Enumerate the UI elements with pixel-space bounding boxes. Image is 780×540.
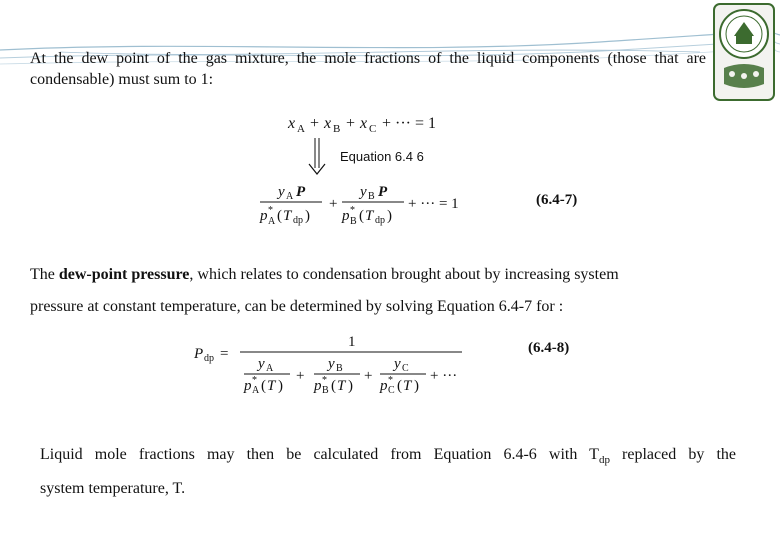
svg-text:dp: dp bbox=[293, 215, 303, 226]
svg-text:+: + bbox=[329, 196, 338, 212]
svg-text:1: 1 bbox=[348, 334, 356, 350]
svg-text:A: A bbox=[268, 216, 276, 227]
equation-6-4-8 bbox=[188, 330, 578, 398]
text-segment: replaced by the bbox=[609, 446, 736, 463]
intro-paragraph: At the dew point of the gas mixture, the mole fractions of the liquid components (those that are condensable) must sum to 1: bbox=[30, 50, 706, 88]
svg-text:): ) bbox=[348, 378, 353, 394]
equation-number: (6.4-8) bbox=[528, 340, 570, 356]
svg-text:x: x bbox=[324, 115, 332, 132]
dew-point-paragraph-line2: pressure at constant temperature, can be determined by solving Equation 6.4-7 for : bbox=[30, 298, 564, 315]
svg-text:p: p bbox=[314, 378, 322, 394]
svg-text:): ) bbox=[305, 208, 310, 224]
equation-number: (6.4-7) bbox=[536, 192, 578, 208]
svg-text:B: B bbox=[333, 123, 341, 135]
svg-text:): ) bbox=[387, 208, 392, 224]
svg-text:(: ( bbox=[277, 208, 282, 224]
svg-text:y: y bbox=[360, 184, 367, 200]
svg-text:+: + bbox=[310, 115, 320, 132]
svg-text:T: T bbox=[403, 378, 412, 394]
svg-text:A: A bbox=[297, 123, 305, 135]
svg-text:y: y bbox=[394, 356, 401, 372]
svg-text:*: * bbox=[252, 375, 257, 386]
svg-text:+ ··· = 1: + ··· = 1 bbox=[408, 196, 459, 212]
svg-text:T: T bbox=[283, 208, 292, 224]
svg-text:y: y bbox=[258, 356, 265, 372]
svg-text:p: p bbox=[342, 208, 350, 224]
svg-text:T: T bbox=[267, 378, 276, 394]
svg-text:P: P bbox=[378, 184, 388, 200]
svg-text:T: T bbox=[365, 208, 374, 224]
svg-text:(: ( bbox=[331, 378, 336, 394]
svg-text:B: B bbox=[350, 216, 357, 227]
equation-6-4-7-graphic bbox=[252, 108, 590, 230]
svg-text:P: P bbox=[194, 346, 204, 362]
equation-6-4-7 bbox=[252, 108, 590, 230]
svg-text:*: * bbox=[268, 205, 273, 216]
equation-6-4-8-graphic bbox=[188, 330, 578, 398]
liquid-fraction-paragraph-line1 bbox=[40, 444, 736, 471]
text-segment: The bbox=[30, 266, 59, 283]
subscript-dp: dp bbox=[598, 454, 610, 467]
svg-text:(: ( bbox=[397, 378, 402, 394]
text-segment: Liquid mole fractions may then be calculated from Equation 6.4-6 with T bbox=[40, 446, 599, 463]
svg-text:y: y bbox=[278, 184, 285, 200]
svg-text:A: A bbox=[266, 363, 274, 374]
svg-text:(: ( bbox=[261, 378, 266, 394]
svg-text:B: B bbox=[368, 191, 375, 202]
svg-text:y: y bbox=[328, 356, 335, 372]
arrow-label: Equation 6.4 6 bbox=[340, 149, 424, 164]
svg-text:A: A bbox=[286, 191, 294, 202]
svg-text:): ) bbox=[414, 378, 419, 394]
down-arrow-icon bbox=[309, 138, 325, 174]
svg-text:p: p bbox=[380, 378, 388, 394]
svg-text:x: x bbox=[288, 115, 296, 132]
svg-text:*: * bbox=[322, 375, 327, 386]
svg-text:B: B bbox=[322, 385, 329, 396]
svg-text:B: B bbox=[336, 363, 343, 374]
svg-text:C: C bbox=[369, 123, 377, 135]
liquid-fraction-paragraph-line2: system temperature, T. bbox=[40, 480, 186, 497]
svg-text:=: = bbox=[220, 346, 229, 362]
text-segment: , which relates to condensation brought about by increasing system bbox=[189, 266, 619, 283]
svg-text:+ ··· = 1: + ··· = 1 bbox=[382, 115, 437, 132]
svg-text:*: * bbox=[388, 375, 393, 386]
svg-text:dp: dp bbox=[204, 353, 214, 364]
svg-text:x: x bbox=[360, 115, 368, 132]
university-logo bbox=[712, 2, 776, 102]
svg-text:+: + bbox=[346, 115, 356, 132]
svg-text:dp: dp bbox=[375, 215, 385, 226]
svg-text:A: A bbox=[252, 385, 260, 396]
svg-text:+: + bbox=[296, 368, 305, 384]
svg-text:p: p bbox=[260, 208, 268, 224]
svg-text:+ ···: + ··· bbox=[430, 368, 458, 384]
svg-text:(: ( bbox=[359, 208, 364, 224]
svg-text:): ) bbox=[278, 378, 283, 394]
svg-text:p: p bbox=[244, 378, 252, 394]
svg-text:*: * bbox=[350, 205, 355, 216]
svg-text:C: C bbox=[388, 385, 395, 396]
dew-point-paragraph-line1 bbox=[30, 264, 730, 285]
svg-text:P: P bbox=[296, 184, 306, 200]
dew-point-term: dew-point pressure bbox=[58, 266, 190, 283]
svg-text:C: C bbox=[402, 363, 409, 374]
svg-text:+: + bbox=[364, 368, 373, 384]
svg-text:T: T bbox=[337, 378, 346, 394]
